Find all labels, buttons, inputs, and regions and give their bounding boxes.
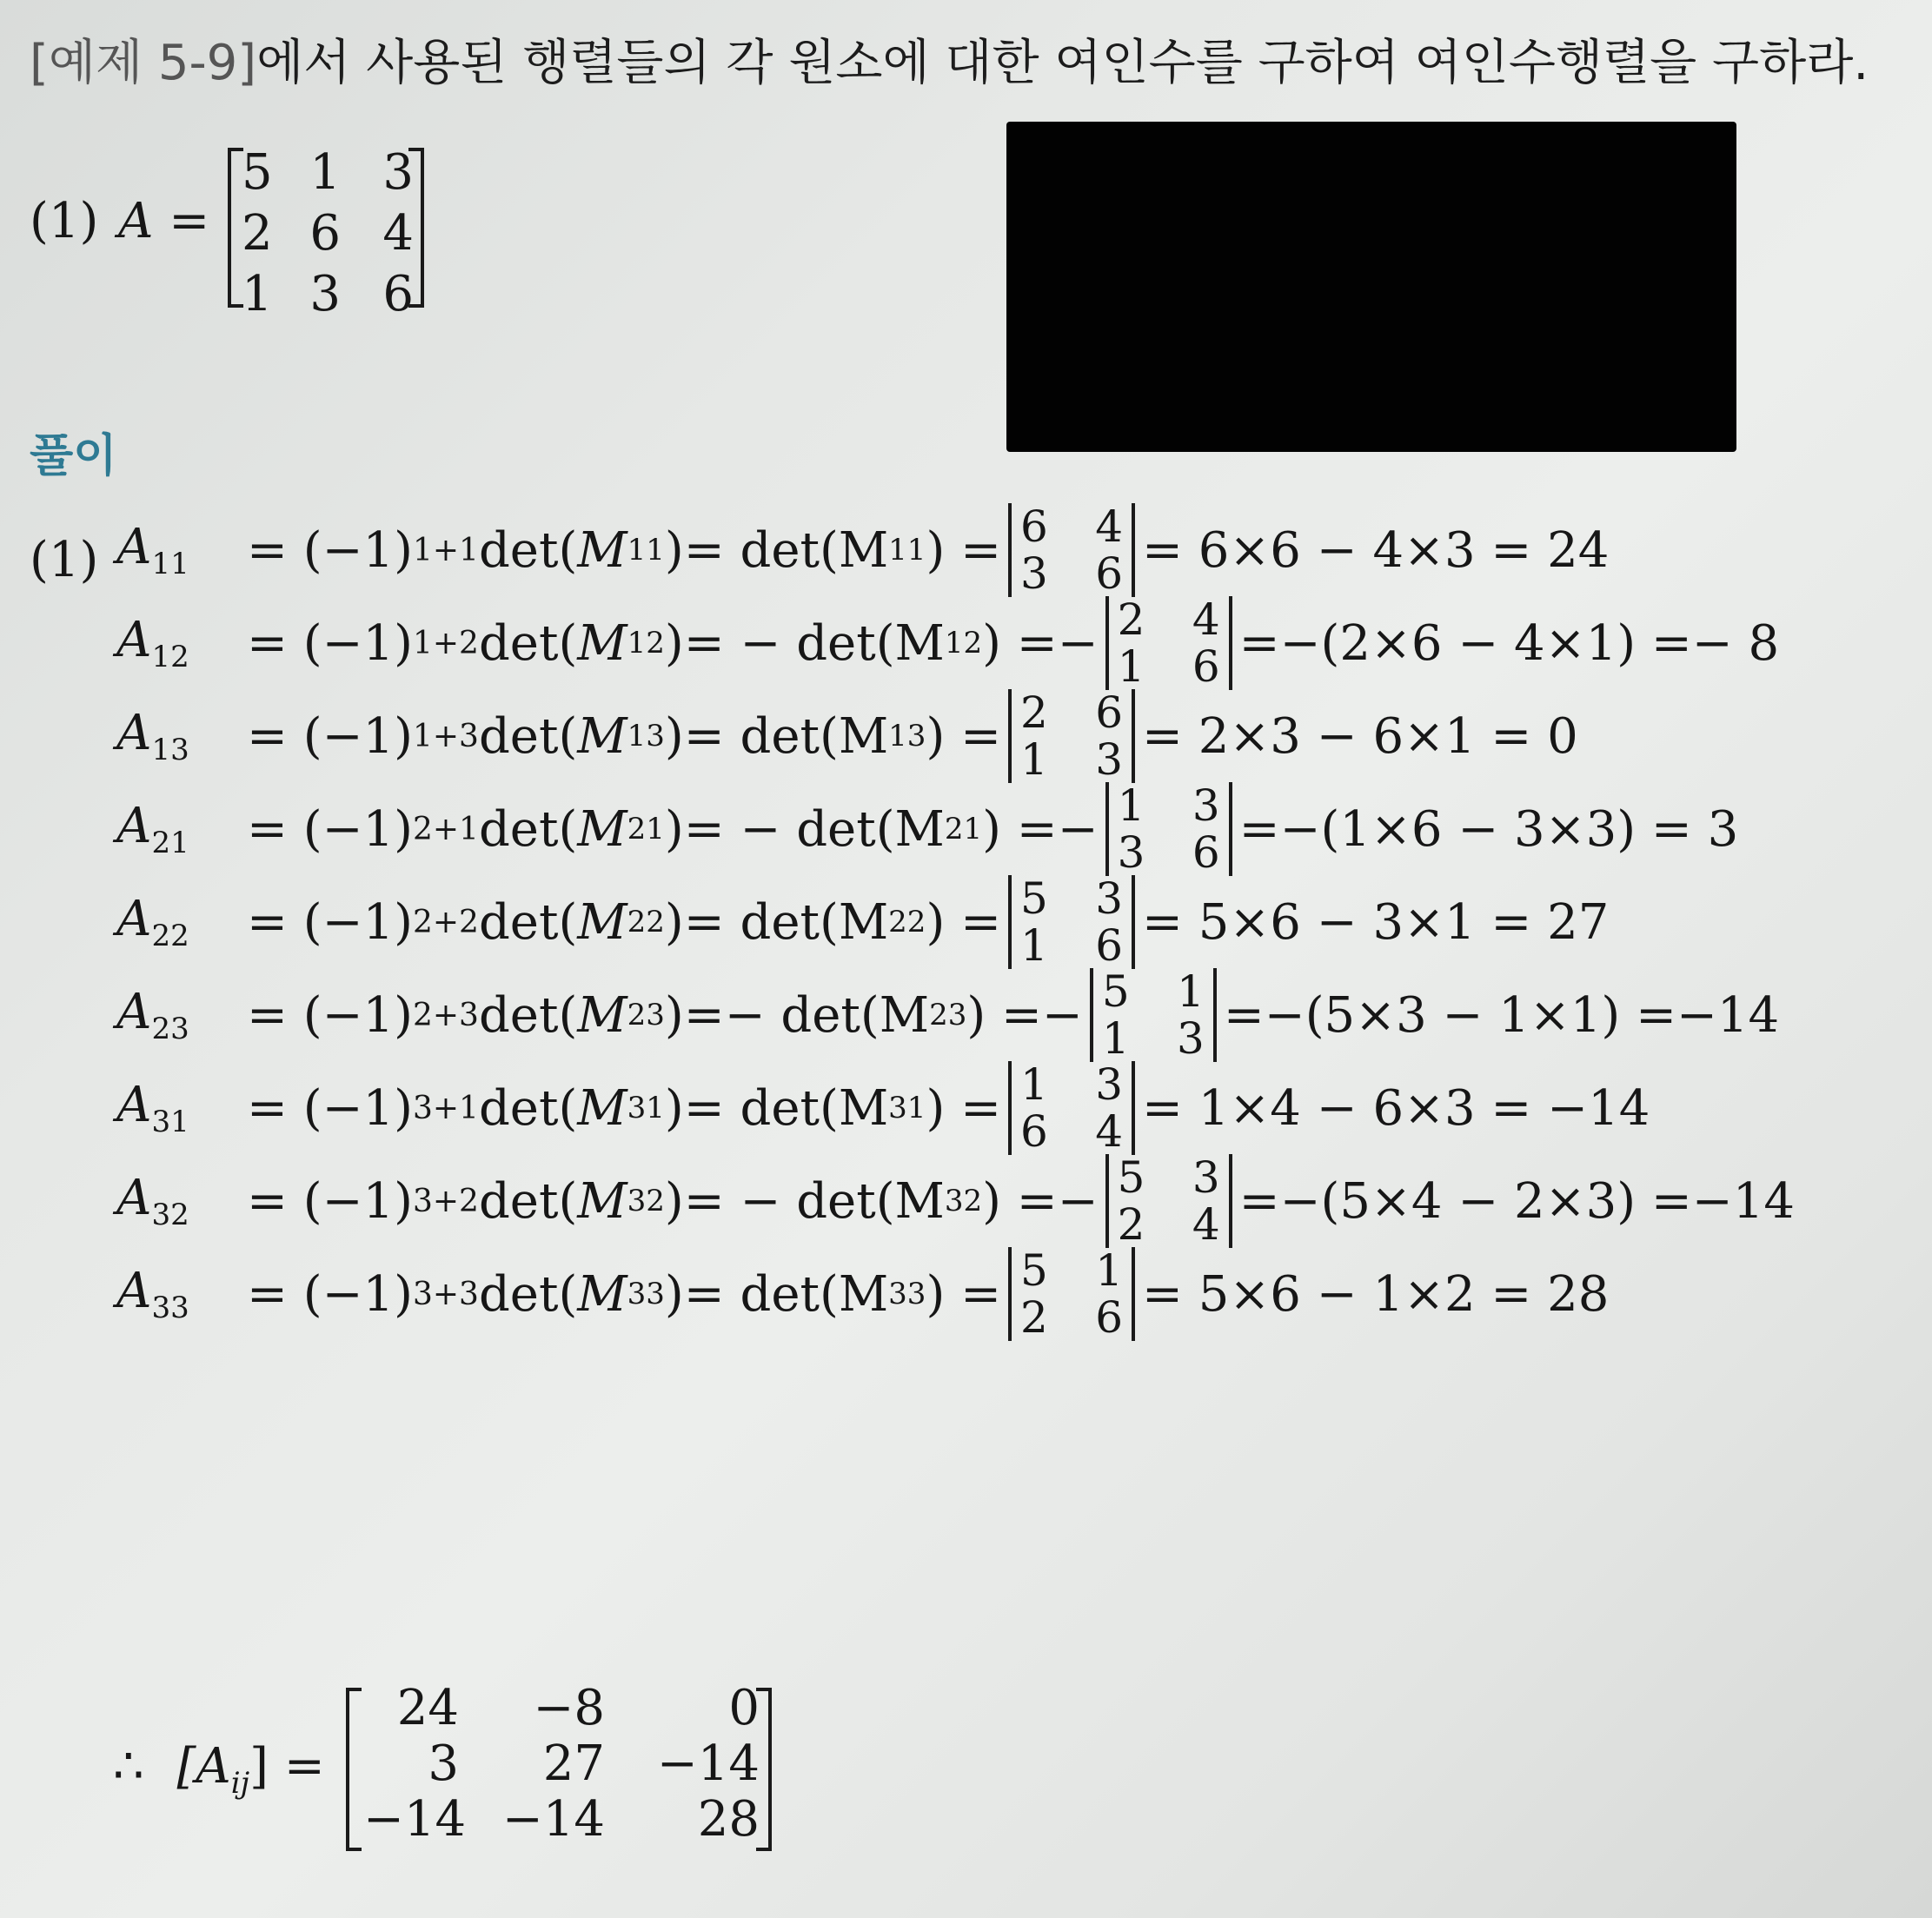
det-minor-mid: ) [664,893,684,951]
determinant-row-1 [1020,875,1123,922]
minor-subscript-2: 31 [888,1091,926,1125]
matrix-a-right-bracket [408,148,424,308]
cofactor-subscript: 33 [151,1291,189,1325]
det-minor-open: det( [478,986,578,1044]
sign-term: = (−1) [247,707,413,765]
determinant-entry-1-2: 3 [1095,1059,1124,1110]
cofactor-matrix-cell-2-2: 27 [542,1735,605,1792]
minor-subscript: 33 [627,1277,665,1311]
determinant-entry-1-2: 3 [1192,780,1220,831]
determinant-row-1 [1020,503,1123,550]
minor-subscript: 22 [627,905,665,939]
matrix-a-cell-2-1: 2 [242,205,273,262]
minor-subscript: 12 [627,626,665,660]
minor-determinant [1105,782,1232,876]
det-minor-open: det( [478,1079,578,1137]
cofactor-matrix-right-bracket [756,1688,772,1851]
determinant-row-1 [1020,1061,1123,1108]
minor-determinant [1105,596,1232,690]
cofactor-result: =−(5×4 − 2×3) =−14 [1238,1172,1795,1230]
cofactor-symbol: A [116,1170,152,1226]
determinant-row-1 [1020,1247,1123,1294]
determinant-entry-2-2: 4 [1192,1199,1220,1250]
determinant-entry-1-2: 4 [1095,501,1124,552]
problem-text: 에서 사용된 행렬들의 각 원소에 대한 여인수를 구하여 여인수행렬을 구하라. [256,35,1869,91]
det-minor-relation: = − det(M [683,800,945,858]
det-minor-close: ) =− [982,800,1099,858]
minor-symbol: M [577,707,627,765]
cofactor-label-sub: ij [230,1766,250,1801]
determinant-entry-2-1: 6 [1020,1106,1048,1157]
problem-statement [30,24,1869,94]
minor-subscript-2: 33 [888,1277,926,1311]
determinant-entry-2-1: 2 [1117,1199,1145,1250]
matrix-a-cell-2-3: 4 [382,205,414,262]
determinant-entry-1-1: 5 [1101,966,1130,1017]
cofactor-equation-12 [116,591,1779,695]
part-index: (1) [30,193,99,249]
det-minor-relation: = det(M [683,521,889,579]
minor-subscript-2: 12 [944,626,983,660]
determinant-row-2 [1118,643,1220,690]
minor-subscript-2: 22 [888,905,926,939]
cofactor-equation-11 [116,498,1609,602]
cofactor-label-open: [A [176,1738,231,1795]
cofactor-symbol: A [116,705,152,761]
det-minor-relation: = − det(M [683,614,945,672]
sign-term: = (−1) [247,986,413,1044]
determinant-entry-2-1: 3 [1020,548,1048,599]
determinant-row-2 [1020,1108,1123,1155]
cofactor-result: = 2×3 − 6×1 = 0 [1142,707,1578,765]
determinant-entry-2-1: 1 [1020,734,1048,785]
cofactor-symbol: A [116,612,152,668]
determinant-entry-1-2: 3 [1192,1152,1220,1203]
minor-subscript: 31 [627,1091,665,1125]
determinant-entry-1-2: 6 [1095,687,1124,738]
determinant-entry-1-2: 3 [1095,873,1124,924]
minor-symbol: M [577,614,627,672]
sign-term: = (−1) [247,1172,413,1230]
minor-symbol: M [577,986,627,1044]
cofactor-result: =−(5×3 − 1×1) =−14 [1223,986,1780,1044]
cofactor-subscript: 31 [151,1105,189,1139]
cofactor-result: = 5×6 − 3×1 = 27 [1142,893,1610,951]
sign-exponent: 2+2 [412,904,479,940]
determinant-row-1 [1118,782,1220,829]
sign-exponent: 2+1 [412,811,479,847]
det-minor-close: ) = [926,707,1002,765]
cofactor-equation-22 [116,870,1609,974]
determinant-entry-1-1: 1 [1117,780,1145,831]
minor-determinant [1008,875,1135,969]
sign-term: = (−1) [247,893,413,951]
determinant-entry-1-1: 2 [1020,687,1048,738]
sign-exponent: 3+3 [412,1276,479,1312]
det-minor-mid: ) [664,521,684,579]
det-minor-mid: ) [664,1079,684,1137]
det-minor-mid: ) [664,800,684,858]
cofactor-symbol: A [116,984,152,1040]
matrix-a-cell-1-1: 5 [242,144,273,201]
cofactor-subscript: 23 [151,1012,189,1046]
determinant-row-2 [1102,1015,1205,1062]
cofactor-symbol: A [116,1077,152,1133]
cofactor-lhs [116,1077,247,1139]
minor-subscript: 11 [627,533,665,567]
therefore-symbol: ∴ [113,1738,144,1795]
matrix-a-cell-3-1: 1 [242,266,273,322]
cofactor-lhs [116,798,247,860]
sign-exponent: 3+2 [412,1183,479,1219]
minor-symbol: M [577,1265,627,1323]
det-minor-open: det( [478,521,578,579]
matrix-a-cell-1-3: 3 [382,144,414,201]
sign-exponent: 1+1 [412,532,479,568]
minor-subscript: 23 [627,998,665,1032]
minor-subscript: 32 [627,1184,665,1218]
determinant-row-2 [1118,1201,1220,1248]
determinant-entry-1-1: 5 [1020,1245,1048,1296]
minor-symbol: M [577,1079,627,1137]
cofactor-result: = 1×4 − 6×3 = −14 [1142,1079,1650,1137]
cofactor-matrix-cell-2-1: 3 [428,1735,459,1792]
determinant-row-1 [1118,1154,1220,1201]
sign-term: = (−1) [247,800,413,858]
minor-symbol: M [577,893,627,951]
determinant-entry-1-1: 2 [1117,594,1145,645]
matrix-a-label: A = [118,193,210,249]
det-minor-mid: ) [664,614,684,672]
det-minor-close: ) =− [982,1172,1099,1230]
det-minor-mid: ) [664,1265,684,1323]
cofactor-label-close: ] = [249,1738,325,1795]
cofactor-equation-13 [116,684,1578,788]
cofactor-symbol: A [116,798,152,854]
cofactor-lhs [116,612,247,674]
cofactor-subscript: 11 [151,547,189,581]
determinant-entry-2-1: 3 [1117,827,1145,878]
det-minor-close: ) = [926,893,1002,951]
sign-term: = (−1) [247,614,413,672]
det-minor-close: ) = [926,1079,1002,1137]
determinant-entry-2-2: 4 [1095,1106,1124,1157]
cofactor-matrix-left-bracket [346,1688,362,1851]
det-minor-open: det( [478,800,578,858]
matrix-a-cell-3-3: 6 [382,266,414,322]
cofactor-subscript: 22 [151,919,189,953]
det-minor-open: det( [478,1172,578,1230]
cofactor-lhs [116,984,247,1046]
det-minor-open: det( [478,614,578,672]
determinant-entry-1-1: 5 [1020,873,1048,924]
matrix-a-cell-2-2: 6 [309,205,341,262]
minor-determinant [1008,1061,1135,1155]
solution-heading: 풀이 [30,430,117,482]
sign-exponent: 1+2 [412,625,479,661]
cofactor-result: =−(1×6 − 3×3) = 3 [1238,800,1739,858]
minor-subscript-2: 32 [944,1184,983,1218]
determinant-entry-1-1: 5 [1117,1152,1145,1203]
determinant-entry-2-2: 3 [1177,1013,1205,1064]
sign-exponent: 1+3 [412,718,479,754]
determinant-entry-2-2: 6 [1095,1292,1124,1343]
cofactor-subscript: 21 [151,826,189,860]
det-minor-close: ) =− [982,614,1099,672]
determinant-entry-2-1: 1 [1101,1013,1130,1064]
det-minor-relation: = det(M [683,893,889,951]
det-minor-open: det( [478,893,578,951]
determinant-entry-1-1: 6 [1020,501,1048,552]
redacted-region [1006,122,1736,452]
minor-symbol: M [577,800,627,858]
determinant-entry-2-2: 3 [1095,734,1124,785]
det-minor-relation: = det(M [683,1265,889,1323]
determinant-row-2 [1118,829,1220,876]
det-minor-open: det( [478,1265,578,1323]
sign-term: = (−1) [247,521,413,579]
minor-determinant [1008,1247,1135,1341]
sign-exponent: 2+3 [412,997,479,1033]
det-minor-mid: ) [664,707,684,765]
det-minor-relation: =− det(M [683,986,930,1044]
minor-symbol: M [577,1172,627,1230]
cofactor-subscript: 13 [151,733,189,767]
cofactor-symbol: A [116,1263,152,1319]
determinant-entry-2-1: 1 [1020,920,1048,971]
cofactor-subscript: 32 [151,1198,189,1232]
matrix-a-cell-3-2: 3 [309,266,341,322]
cofactor-lhs [116,519,247,581]
minor-subscript: 13 [627,719,665,753]
determinant-entry-2-1: 1 [1117,641,1145,692]
det-minor-close: ) = [926,1265,1002,1323]
determinant-row-1 [1102,968,1205,1015]
minor-subscript-2: 11 [888,533,926,567]
cofactor-lhs [116,891,247,953]
minor-determinant [1008,503,1135,597]
determinant-entry-2-2: 6 [1192,641,1220,692]
sign-term: = (−1) [247,1079,413,1137]
cofactor-matrix-cell-3-2: −14 [501,1791,605,1848]
det-minor-close: ) =− [966,986,1083,1044]
determinant-entry-2-2: 6 [1192,827,1220,878]
minor-determinant [1090,968,1217,1062]
cofactor-equation-33 [116,1242,1609,1346]
det-minor-open: det( [478,707,578,765]
minor-subscript: 21 [627,812,665,846]
cofactor-equation-32 [116,1149,1795,1253]
cofactor-result: =−(2×6 − 4×1) =− 8 [1238,614,1780,672]
determinant-row-2 [1020,736,1123,783]
minor-symbol: M [577,521,627,579]
matrix-a-cell-1-2: 1 [309,144,341,201]
cofactor-lhs [116,705,247,767]
det-minor-mid: ) [664,986,684,1044]
determinant-row-2 [1020,1294,1123,1341]
sign-exponent: 3+1 [412,1090,479,1126]
sign-term: = (−1) [247,1265,413,1323]
cofactor-symbol: A [116,891,152,947]
cofactor-result: = 6×6 − 4×3 = 24 [1142,521,1610,579]
cofactor-lhs [116,1263,247,1325]
det-minor-close: ) = [926,521,1002,579]
cofactor-matrix-cell-2-3: −14 [656,1735,760,1792]
minor-subscript-2: 21 [944,812,983,846]
determinant-row-2 [1020,550,1123,597]
cofactor-lhs [116,1170,247,1232]
determinant-entry-1-2: 1 [1095,1245,1124,1296]
minor-subscript-2: 13 [888,719,926,753]
cofactor-matrix-cell-1-3: 0 [728,1680,760,1736]
matrix-a [242,143,414,325]
minor-determinant [1105,1154,1232,1248]
cofactor-matrix-label [113,1738,325,1801]
solution-index: (1) [30,532,99,588]
determinant-row-2 [1020,922,1123,969]
determinant-entry-1-2: 4 [1192,594,1220,645]
determinant-row-1 [1118,596,1220,643]
cofactor-symbol: A [116,519,152,575]
determinant-entry-2-2: 6 [1095,548,1124,599]
determinant-row-1 [1020,689,1123,736]
determinant-entry-2-2: 6 [1095,920,1124,971]
det-minor-mid: ) [664,1172,684,1230]
cofactor-subscript: 12 [151,640,189,674]
determinant-entry-1-1: 1 [1020,1059,1048,1110]
cofactor-matrix [363,1681,760,1848]
det-minor-relation: = det(M [683,707,889,765]
determinant-entry-2-1: 2 [1020,1292,1048,1343]
det-minor-relation: = det(M [683,1079,889,1137]
cofactor-matrix-cell-1-2: −8 [533,1680,605,1736]
det-minor-relation: = − det(M [683,1172,945,1230]
cofactor-matrix-cell-3-3: 28 [697,1791,760,1848]
cofactor-result: = 5×6 − 1×2 = 28 [1142,1265,1610,1323]
cofactor-matrix-cell-3-1: −14 [363,1791,467,1848]
minor-subscript-2: 23 [929,998,967,1032]
minor-determinant [1008,689,1135,783]
cofactor-equation-21 [116,777,1738,881]
determinant-entry-1-2: 1 [1177,966,1205,1017]
cofactor-matrix-cell-1-1: 24 [396,1680,459,1736]
cofactor-equation-31 [116,1056,1650,1160]
cofactor-equation-23 [116,963,1779,1067]
problem-reference: [예제 5-9] [30,35,257,91]
